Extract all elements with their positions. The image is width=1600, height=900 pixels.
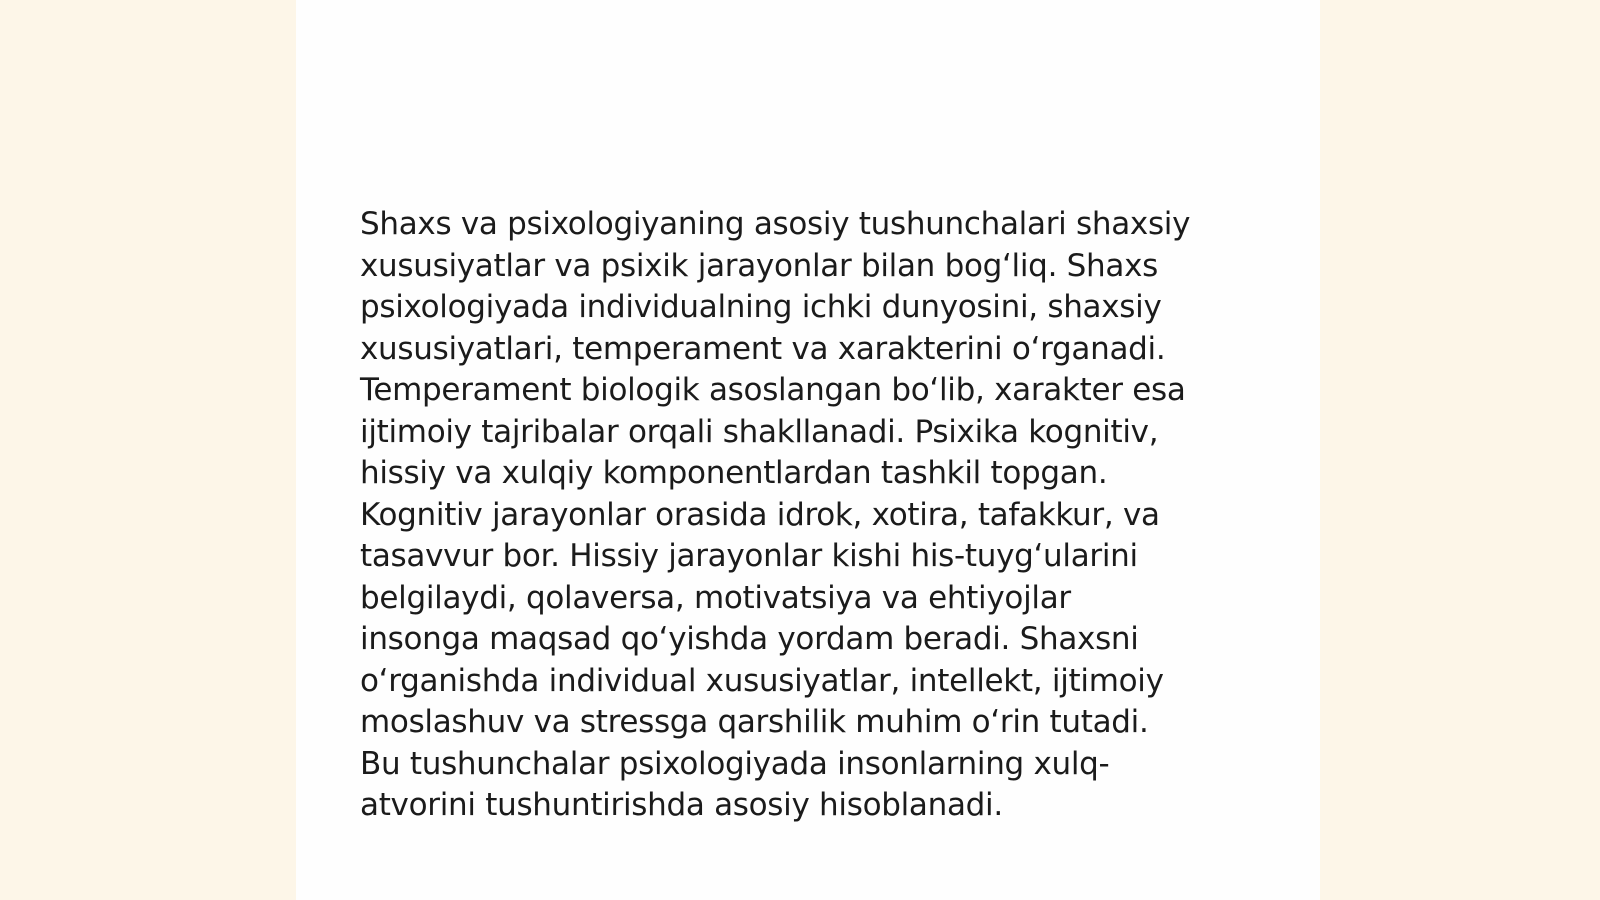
paragraph-line: xususiyatlari, temperament va xarakterini o‘rganadi. (360, 330, 1166, 367)
paragraph-line: belgilaydi, qolaversa, motivatsiya va ehtiyojlar (360, 579, 1071, 616)
body-paragraph (360, 204, 1250, 827)
paragraph-line: atvorini tushuntirishda asosiy hisoblanadi. (360, 787, 1003, 823)
paragraph-line: hissiy va xulqiy komponentlardan tashkil topgan. (360, 455, 1108, 491)
paragraph-line: psixologiyada individualning ichki dunyosini, shaxsiy (360, 289, 1162, 325)
paragraph-line: insonga maqsad qo‘yishda yordam beradi. Shaxsni (360, 621, 1139, 657)
paragraph-line: o‘rganishda individual xususiyatlar, intellekt, ijtimoiy (360, 662, 1164, 699)
paragraph-line: Shaxs va psixologiyaning asosiy tushunchalari shaxsiy (360, 206, 1191, 242)
paragraph-line: tasavvur bor. Hissiy jarayonlar kishi his-tuyg‘ularini (360, 538, 1138, 574)
paragraph-line: xususiyatlar va psixik jarayonlar bilan bog‘liq. Shaxs (360, 247, 1158, 284)
document-page (296, 0, 1320, 900)
paragraph-line: Kognitiv jarayonlar orasida idrok, xotira, tafakkur, va (360, 496, 1160, 533)
paragraph-line: ijtimoiy tajribalar orqali shakllanadi. Psixika kognitiv, (360, 413, 1159, 450)
paragraph-line: Temperament biologik asoslangan bo‘lib, xarakter esa (360, 372, 1186, 408)
paragraph-line: moslashuv va stressga qarshilik muhim o‘rin tutadi. (360, 704, 1149, 740)
paragraph-line: Bu tushunchalar psixologiyada insonlarning xulq- (360, 745, 1110, 782)
